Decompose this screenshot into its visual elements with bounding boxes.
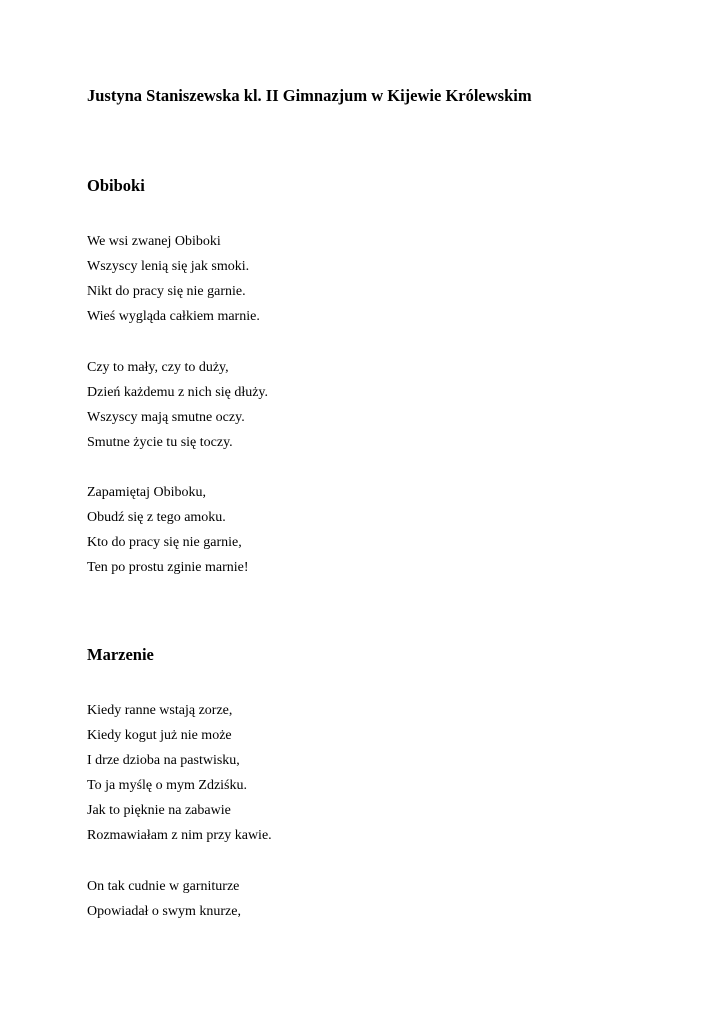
poem-line: On tak cudnie w garniturze	[87, 879, 240, 894]
poem-line: Nikt do pracy się nie garnie.	[87, 284, 246, 299]
poem-stanza	[87, 480, 249, 580]
poem-line: Zapamiętaj Obiboku,	[87, 485, 206, 500]
poem-line: Smutne życie tu się toczy.	[87, 435, 233, 450]
poem-line: Obudź się z tego amoku.	[87, 510, 226, 525]
poem-line: Dzień każdemu z nich się dłuży.	[87, 385, 269, 400]
author-line: Justyna Staniszewska kl. II Gimnazjum w Kijewie Królewskim	[87, 86, 532, 105]
poem-stanza	[87, 229, 260, 329]
poem-stanza	[87, 874, 241, 924]
poem-line: Rozmawiałam z nim przy kawie.	[87, 828, 272, 843]
poem-stanza	[87, 355, 268, 455]
poem-line: Wieś wygląda całkiem marnie.	[87, 309, 260, 324]
poem-title-obiboki: Obiboki	[87, 176, 145, 195]
poem-stanza	[87, 698, 272, 848]
poem-line: Jak to pięknie na zabawie	[87, 803, 231, 818]
poem-line: To ja myślę o mym Zdziśku.	[87, 778, 248, 793]
poem-line: We wsi zwanej Obiboki	[87, 234, 221, 249]
poem-title-marzenie: Marzenie	[87, 645, 154, 664]
poem-line: Czy to mały, czy to duży,	[87, 360, 229, 375]
poem-line: Ten po prostu zginie marnie!	[87, 560, 249, 575]
poem-line: Kiedy ranne wstają zorze,	[87, 703, 233, 718]
poem-line: Wszyscy lenią się jak smoki.	[87, 259, 250, 274]
poem-line: Kto do pracy się nie garnie,	[87, 535, 242, 550]
poem-line: Wszyscy mają smutne oczy.	[87, 410, 245, 425]
poem-line: Kiedy kogut już nie może	[87, 728, 232, 743]
poem-line: I drze dzioba na pastwisku,	[87, 753, 240, 768]
poem-line: Opowiadał o swym knurze,	[87, 904, 241, 919]
